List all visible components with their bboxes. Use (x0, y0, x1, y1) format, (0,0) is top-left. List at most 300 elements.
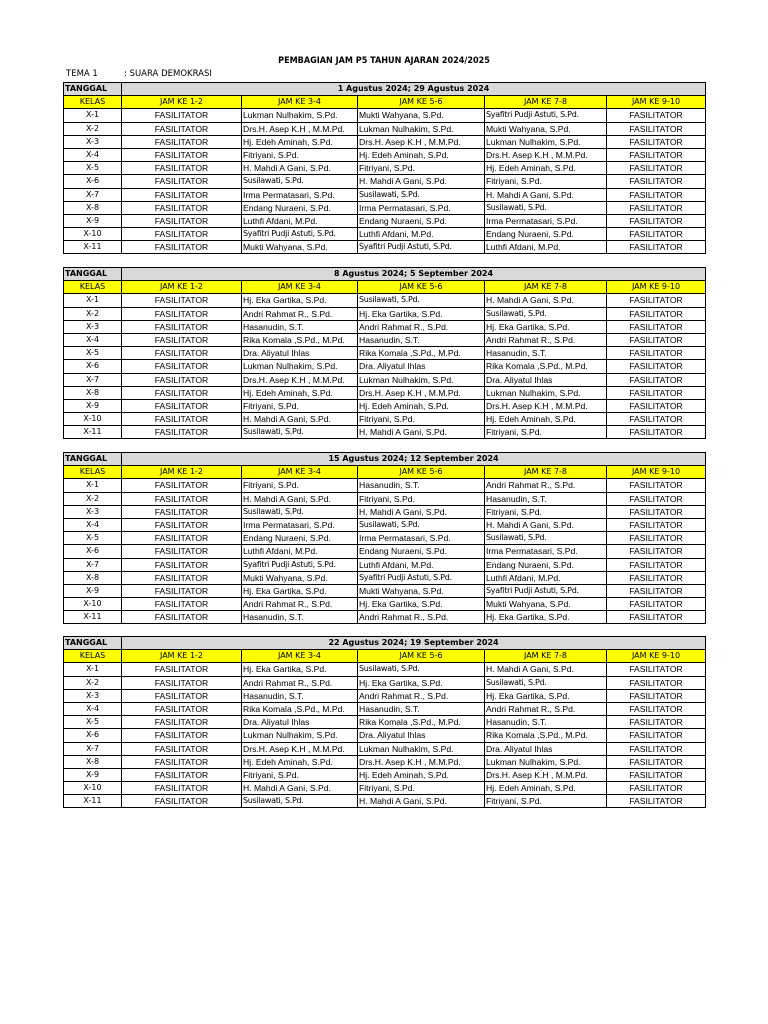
teacher-cell: Andri Rahmat R., S.Pd. (242, 676, 358, 689)
kelas-cell: X-7 (64, 742, 122, 755)
teacher-cell: Irma Permatasari, S.Pd. (358, 532, 485, 545)
teacher-cell: Syafitri Pudji Astuti, S.Pd. (485, 584, 607, 597)
kelas-header: KELAS (64, 650, 122, 663)
teacher-cell: Hasanudin, S.T. (485, 716, 607, 729)
fasilitator-cell: FASILITATOR (122, 347, 242, 360)
teacher-cell: Fitriyani, S.Pd. (242, 768, 358, 781)
teacher-cell: Hasanudin, S.T. (242, 689, 358, 702)
kelas-cell: X-11 (64, 611, 122, 624)
date-header-row (64, 83, 706, 96)
kelas-cell: X-1 (64, 294, 122, 307)
fasilitator-cell: FASILITATOR (607, 742, 706, 755)
kelas-cell: X-11 (64, 426, 122, 439)
fasilitator-cell: FASILITATOR (122, 729, 242, 742)
table-row (64, 479, 706, 492)
teacher-cell: Irma Permatasari, S.Pd. (242, 518, 358, 531)
teacher-cell: Fitriyani, S.Pd. (358, 492, 485, 505)
fasilitator-cell: FASILITATOR (607, 294, 706, 307)
teacher-cell: Hasanudin, S.T. (485, 492, 607, 505)
tanggal-label: TANGGAL (64, 453, 122, 466)
teacher-cell: Susilawati, S.Pd. (242, 175, 358, 188)
teacher-cell: Irma Permatasari, S.Pd. (358, 201, 485, 214)
jam-header: JAM KE 1-2 (122, 466, 242, 479)
fasilitator-cell: FASILITATOR (122, 214, 242, 227)
fasilitator-cell: FASILITATOR (607, 333, 706, 346)
teacher-cell: Hj. Edeh Aminah, S.Pd. (358, 768, 485, 781)
kelas-cell: X-10 (64, 598, 122, 611)
fasilitator-cell: FASILITATOR (607, 307, 706, 320)
jam-header: JAM KE 7-8 (485, 650, 607, 663)
fasilitator-cell: FASILITATOR (122, 505, 242, 518)
kelas-cell: X-5 (64, 162, 122, 175)
fasilitator-cell: FASILITATOR (607, 148, 706, 161)
teacher-cell: Dra. Aliyatul Ihlas (485, 373, 607, 386)
kelas-cell: X-10 (64, 413, 122, 426)
teacher-cell: Lukman Nulhakim, S.Pd. (242, 729, 358, 742)
fasilitator-cell: FASILITATOR (122, 755, 242, 768)
teacher-cell: Drs.H. Asep K.H , M.M.Pd. (358, 755, 485, 768)
column-header-row (64, 281, 706, 294)
fasilitator-cell: FASILITATOR (607, 611, 706, 624)
date-header-row (64, 453, 706, 466)
jam-header: JAM KE 9-10 (607, 96, 706, 109)
kelas-cell: X-7 (64, 373, 122, 386)
fasilitator-cell: FASILITATOR (122, 479, 242, 492)
fasilitator-cell: FASILITATOR (607, 545, 706, 558)
jam-header: JAM KE 3-4 (242, 96, 358, 109)
kelas-cell: X-4 (64, 518, 122, 531)
fasilitator-cell: FASILITATOR (607, 347, 706, 360)
kelas-cell: X-8 (64, 201, 122, 214)
kelas-cell: X-9 (64, 214, 122, 227)
teacher-cell: H. Mahdi A Gani, S.Pd. (358, 175, 485, 188)
teacher-cell: Susilawati, S.Pd. (485, 676, 607, 689)
fasilitator-cell: FASILITATOR (122, 413, 242, 426)
fasilitator-cell: FASILITATOR (122, 689, 242, 702)
kelas-cell: X-1 (64, 479, 122, 492)
table-row (64, 742, 706, 755)
fasilitator-cell: FASILITATOR (122, 241, 242, 254)
teacher-cell: H. Mahdi A Gani, S.Pd. (242, 492, 358, 505)
fasilitator-cell: FASILITATOR (122, 162, 242, 175)
schedule-block-3 (63, 452, 705, 624)
kelas-cell: X-9 (64, 399, 122, 412)
teacher-cell: Susilawati, S.Pd. (485, 307, 607, 320)
fasilitator-cell: FASILITATOR (607, 188, 706, 201)
kelas-cell: X-2 (64, 307, 122, 320)
teacher-cell: Syafitri Pudji Astuti, S.Pd. (242, 228, 358, 241)
teacher-cell: Hj. Edeh Aminah, S.Pd. (242, 755, 358, 768)
date-range: 15 Agustus 2024; 12 September 2024 (122, 453, 706, 466)
kelas-cell: X-6 (64, 360, 122, 373)
date-range: 8 Agustus 2024; 5 September 2024 (122, 268, 706, 281)
table-row (64, 768, 706, 781)
jam-header: JAM KE 5-6 (358, 281, 485, 294)
table-row (64, 532, 706, 545)
teacher-cell: Hasanudin, S.T. (485, 347, 607, 360)
teacher-cell: Fitriyani, S.Pd. (242, 399, 358, 412)
teacher-cell: Hj. Eka Gartika, S.Pd. (358, 598, 485, 611)
teacher-cell: Hj. Eka Gartika, S.Pd. (358, 307, 485, 320)
fasilitator-cell: FASILITATOR (607, 676, 706, 689)
fasilitator-cell: FASILITATOR (122, 492, 242, 505)
table-row (64, 492, 706, 505)
jam-header: JAM KE 1-2 (122, 650, 242, 663)
table-row (64, 545, 706, 558)
teacher-cell: Hasanudin, S.T. (358, 333, 485, 346)
fasilitator-cell: FASILITATOR (607, 505, 706, 518)
fasilitator-cell: FASILITATOR (607, 201, 706, 214)
teacher-cell: Hasanudin, S.T. (358, 479, 485, 492)
fasilitator-cell: FASILITATOR (122, 148, 242, 161)
date-header-row (64, 637, 706, 650)
kelas-cell: X-9 (64, 584, 122, 597)
kelas-cell: X-3 (64, 320, 122, 333)
fasilitator-cell: FASILITATOR (607, 598, 706, 611)
table-row (64, 518, 706, 531)
schedule-table (63, 452, 706, 624)
teacher-cell: Andri Rahmat R., S.Pd. (358, 689, 485, 702)
teacher-cell: Drs.H. Asep K.H , M.M.Pd. (485, 399, 607, 412)
teacher-cell: Hj. Eka Gartika, S.Pd. (485, 611, 607, 624)
teacher-cell: Endang Nuraeni, S.Pd. (358, 545, 485, 558)
teacher-cell: Mukti Wahyana, S.Pd. (242, 241, 358, 254)
teacher-cell: Fitriyani, S.Pd. (485, 505, 607, 518)
teacher-cell: Fitriyani, S.Pd. (358, 413, 485, 426)
fasilitator-cell: FASILITATOR (122, 518, 242, 531)
table-row (64, 716, 706, 729)
teacher-cell: Hj. Edeh Aminah, S.Pd. (485, 162, 607, 175)
tema-label: TEMA 1 (66, 69, 98, 79)
fasilitator-cell: FASILITATOR (122, 598, 242, 611)
jam-header: JAM KE 1-2 (122, 281, 242, 294)
teacher-cell: Hj. Eka Gartika, S.Pd. (485, 320, 607, 333)
fasilitator-cell: FASILITATOR (122, 663, 242, 676)
teacher-cell: Irma Permatasari, S.Pd. (485, 214, 607, 227)
teacher-cell: Mukti Wahyana, S.Pd. (242, 571, 358, 584)
teacher-cell: Luthfi Afdani, M.Pd. (242, 214, 358, 227)
fasilitator-cell: FASILITATOR (607, 386, 706, 399)
teacher-cell: Hj. Edeh Aminah, S.Pd. (485, 782, 607, 795)
fasilitator-cell: FASILITATOR (607, 399, 706, 412)
jam-header: JAM KE 9-10 (607, 281, 706, 294)
tanggal-label: TANGGAL (64, 268, 122, 281)
teacher-cell: H. Mahdi A Gani, S.Pd. (485, 518, 607, 531)
teacher-cell: H. Mahdi A Gani, S.Pd. (358, 426, 485, 439)
jam-header: JAM KE 3-4 (242, 281, 358, 294)
table-row (64, 188, 706, 201)
teacher-cell: Fitriyani, S.Pd. (485, 795, 607, 808)
teacher-cell: Hj. Edeh Aminah, S.Pd. (242, 135, 358, 148)
teacher-cell: Andri Rahmat R., S.Pd. (242, 307, 358, 320)
fasilitator-cell: FASILITATOR (607, 532, 706, 545)
table-row (64, 307, 706, 320)
teacher-cell: Dra. Aliyatul Ihlas (242, 716, 358, 729)
teacher-cell: Drs.H. Asep K.H , M.M.Pd. (242, 122, 358, 135)
kelas-cell: X-1 (64, 663, 122, 676)
fasilitator-cell: FASILITATOR (607, 584, 706, 597)
column-header-row (64, 96, 706, 109)
teacher-cell: Lukman Nulhakim, S.Pd. (358, 373, 485, 386)
teacher-cell: Mukti Wahyana, S.Pd. (358, 109, 485, 122)
teacher-cell: Rika Komala ,S.Pd., M.Pd. (485, 360, 607, 373)
fasilitator-cell: FASILITATOR (122, 768, 242, 781)
teacher-cell: Susilawati, S.Pd. (485, 201, 607, 214)
fasilitator-cell: FASILITATOR (607, 479, 706, 492)
table-row (64, 795, 706, 808)
teacher-cell: Dra. Aliyatul Ihlas (358, 729, 485, 742)
kelas-cell: X-4 (64, 333, 122, 346)
fasilitator-cell: FASILITATOR (122, 122, 242, 135)
teacher-cell: Luthfi Afdani, M.Pd. (242, 545, 358, 558)
column-header-row (64, 466, 706, 479)
teacher-cell: Lukman Nulhakim, S.Pd. (485, 135, 607, 148)
teacher-cell: Dra. Aliyatul Ihlas (242, 347, 358, 360)
fasilitator-cell: FASILITATOR (122, 558, 242, 571)
teacher-cell: Rika Komala ,S.Pd., M.Pd. (485, 729, 607, 742)
teacher-cell: H. Mahdi A Gani, S.Pd. (485, 188, 607, 201)
teacher-cell: Andri Rahmat R., S.Pd. (485, 333, 607, 346)
teacher-cell: Andri Rahmat R., S.Pd. (485, 479, 607, 492)
date-range: 22 Agustus 2024; 19 September 2024 (122, 637, 706, 650)
fasilitator-cell: FASILITATOR (607, 782, 706, 795)
teacher-cell: Susilawati, S.Pd. (358, 518, 485, 531)
fasilitator-cell: FASILITATOR (607, 571, 706, 584)
teacher-cell: Hj. Edeh Aminah, S.Pd. (358, 148, 485, 161)
teacher-cell: Rika Komala ,S.Pd., M.Pd. (242, 702, 358, 715)
teacher-cell: Hj. Eka Gartika, S.Pd. (485, 689, 607, 702)
fasilitator-cell: FASILITATOR (607, 729, 706, 742)
fasilitator-cell: FASILITATOR (607, 755, 706, 768)
table-row (64, 505, 706, 518)
fasilitator-cell: FASILITATOR (607, 241, 706, 254)
schedule-block-4 (63, 636, 705, 808)
kelas-cell: X-4 (64, 148, 122, 161)
table-row (64, 148, 706, 161)
fasilitator-cell: FASILITATOR (122, 228, 242, 241)
kelas-header: KELAS (64, 281, 122, 294)
tanggal-label: TANGGAL (64, 637, 122, 650)
table-row (64, 228, 706, 241)
column-header-row (64, 650, 706, 663)
page-title: PEMBAGIAN JAM P5 TAHUN AJARAN 2024/2025 (278, 56, 490, 66)
table-row (64, 782, 706, 795)
teacher-cell: Susilawati, S.Pd. (358, 663, 485, 676)
teacher-cell: Rika Komala ,S.Pd., M.Pd. (358, 347, 485, 360)
jam-header: JAM KE 7-8 (485, 466, 607, 479)
kelas-cell: X-3 (64, 689, 122, 702)
kelas-cell: X-10 (64, 782, 122, 795)
teacher-cell: Luthfi Afdani, M.Pd. (485, 571, 607, 584)
teacher-cell: Luthfi Afdani, M.Pd. (358, 558, 485, 571)
teacher-cell: H. Mahdi A Gani, S.Pd. (358, 795, 485, 808)
fasilitator-cell: FASILITATOR (122, 307, 242, 320)
fasilitator-cell: FASILITATOR (607, 768, 706, 781)
teacher-cell: Fitriyani, S.Pd. (485, 175, 607, 188)
teacher-cell: Andri Rahmat R., S.Pd. (358, 320, 485, 333)
table-row (64, 399, 706, 412)
table-row (64, 109, 706, 122)
teacher-cell: Irma Permatasari, S.Pd. (485, 545, 607, 558)
teacher-cell: Fitriyani, S.Pd. (242, 479, 358, 492)
kelas-cell: X-8 (64, 571, 122, 584)
teacher-cell: Irma Permatasari, S.Pd. (242, 188, 358, 201)
fasilitator-cell: FASILITATOR (122, 188, 242, 201)
fasilitator-cell: FASILITATOR (607, 716, 706, 729)
teacher-cell: Lukman Nulhakim, S.Pd. (242, 109, 358, 122)
table-row (64, 558, 706, 571)
teacher-cell: Endang Nuraeni, S.Pd. (485, 228, 607, 241)
teacher-cell: Endang Nuraeni, S.Pd. (242, 201, 358, 214)
teacher-cell: Drs.H. Asep K.H , M.M.Pd. (358, 135, 485, 148)
fasilitator-cell: FASILITATOR (122, 742, 242, 755)
teacher-cell: Hj. Edeh Aminah, S.Pd. (358, 399, 485, 412)
teacher-cell: Hasanudin, S.T. (358, 702, 485, 715)
teacher-cell: Luthfi Afdani, M.Pd. (485, 241, 607, 254)
teacher-cell: Syafitri Pudji Astuti, S.Pd. (358, 571, 485, 584)
table-row (64, 373, 706, 386)
teacher-cell: H. Mahdi A Gani, S.Pd. (358, 505, 485, 518)
date-header-row (64, 268, 706, 281)
fasilitator-cell: FASILITATOR (607, 492, 706, 505)
table-row (64, 360, 706, 373)
teacher-cell: Mukti Wahyana, S.Pd. (485, 598, 607, 611)
teacher-cell: Dra. Aliyatul Ihlas (485, 742, 607, 755)
fasilitator-cell: FASILITATOR (122, 135, 242, 148)
table-row (64, 135, 706, 148)
kelas-cell: X-2 (64, 676, 122, 689)
table-row (64, 413, 706, 426)
table-row (64, 426, 706, 439)
schedule-table (63, 267, 706, 439)
table-row (64, 676, 706, 689)
fasilitator-cell: FASILITATOR (607, 663, 706, 676)
teacher-cell: Drs.H. Asep K.H , M.M.Pd. (242, 742, 358, 755)
teacher-cell: Susilawati, S.Pd. (358, 294, 485, 307)
fasilitator-cell: FASILITATOR (122, 373, 242, 386)
teacher-cell: H. Mahdi A Gani, S.Pd. (485, 663, 607, 676)
teacher-cell: Hasanudin, S.T. (242, 320, 358, 333)
teacher-cell: Syafitri Pudji Astuti, S.Pd. (242, 558, 358, 571)
table-row (64, 201, 706, 214)
fasilitator-cell: FASILITATOR (122, 386, 242, 399)
fasilitator-cell: FASILITATOR (607, 426, 706, 439)
teacher-cell: H. Mahdi A Gani, S.Pd. (242, 413, 358, 426)
teacher-cell: Endang Nuraeni, S.Pd. (485, 558, 607, 571)
fasilitator-cell: FASILITATOR (122, 702, 242, 715)
table-row (64, 241, 706, 254)
fasilitator-cell: FASILITATOR (122, 333, 242, 346)
teacher-cell: Lukman Nulhakim, S.Pd. (358, 122, 485, 135)
table-row (64, 347, 706, 360)
kelas-cell: X-10 (64, 228, 122, 241)
fasilitator-cell: FASILITATOR (607, 228, 706, 241)
kelas-cell: X-6 (64, 729, 122, 742)
jam-header: JAM KE 5-6 (358, 466, 485, 479)
jam-header: JAM KE 9-10 (607, 466, 706, 479)
table-row (64, 122, 706, 135)
tema-value: : SUARA DEMOKRASI (124, 69, 212, 79)
teacher-cell: Syafitri Pudji Astuti, S.Pd. (358, 241, 485, 254)
fasilitator-cell: FASILITATOR (122, 795, 242, 808)
fasilitator-cell: FASILITATOR (607, 689, 706, 702)
teacher-cell: Hj. Edeh Aminah, S.Pd. (242, 386, 358, 399)
teacher-cell: Hj. Edeh Aminah, S.Pd. (485, 413, 607, 426)
table-row (64, 611, 706, 624)
kelas-cell: X-7 (64, 558, 122, 571)
teacher-cell: Mukti Wahyana, S.Pd. (358, 584, 485, 597)
teacher-cell: Fitriyani, S.Pd. (358, 162, 485, 175)
teacher-cell: Mukti Wahyana, S.Pd. (485, 122, 607, 135)
table-row (64, 598, 706, 611)
teacher-cell: H. Mahdi A Gani, S.Pd. (485, 294, 607, 307)
teacher-cell: Fitriyani, S.Pd. (242, 148, 358, 161)
fasilitator-cell: FASILITATOR (122, 426, 242, 439)
teacher-cell: Endang Nuraeni, S.Pd. (358, 214, 485, 227)
teacher-cell: Luthfi Afdani, M.Pd. (358, 228, 485, 241)
fasilitator-cell: FASILITATOR (122, 175, 242, 188)
fasilitator-cell: FASILITATOR (607, 162, 706, 175)
table-row (64, 294, 706, 307)
date-range: 1 Agustus 2024; 29 Agustus 2024 (122, 83, 706, 96)
teacher-cell: Dra. Aliyatul Ihlas (358, 360, 485, 373)
fasilitator-cell: FASILITATOR (122, 360, 242, 373)
fasilitator-cell: FASILITATOR (607, 795, 706, 808)
teacher-cell: H. Mahdi A Gani, S.Pd. (242, 782, 358, 795)
jam-header: JAM KE 7-8 (485, 96, 607, 109)
teacher-cell: Drs.H. Asep K.H , M.M.Pd. (242, 373, 358, 386)
kelas-cell: X-8 (64, 386, 122, 399)
fasilitator-cell: FASILITATOR (122, 109, 242, 122)
kelas-cell: X-6 (64, 175, 122, 188)
kelas-cell: X-11 (64, 795, 122, 808)
table-row (64, 755, 706, 768)
fasilitator-cell: FASILITATOR (122, 571, 242, 584)
teacher-cell: Andri Rahmat R., S.Pd. (358, 611, 485, 624)
fasilitator-cell: FASILITATOR (607, 558, 706, 571)
kelas-cell: X-3 (64, 505, 122, 518)
tema-line (66, 69, 212, 79)
teacher-cell: Lukman Nulhakim, S.Pd. (485, 386, 607, 399)
teacher-cell: Fitriyani, S.Pd. (485, 426, 607, 439)
fasilitator-cell: FASILITATOR (122, 782, 242, 795)
fasilitator-cell: FASILITATOR (607, 320, 706, 333)
fasilitator-cell: FASILITATOR (122, 201, 242, 214)
kelas-cell: X-9 (64, 768, 122, 781)
teacher-cell: Susilawati, S.Pd. (485, 532, 607, 545)
teacher-cell: Hasanudin, S.T. (242, 611, 358, 624)
kelas-cell: X-5 (64, 716, 122, 729)
teacher-cell: Drs.H. Asep K.H , M.M.Pd. (485, 768, 607, 781)
kelas-cell: X-7 (64, 188, 122, 201)
schedule-table (63, 636, 706, 808)
kelas-header: KELAS (64, 96, 122, 109)
teacher-cell: Hj. Eka Gartika, S.Pd. (358, 676, 485, 689)
fasilitator-cell: FASILITATOR (607, 122, 706, 135)
table-row (64, 584, 706, 597)
teacher-cell: Fitriyani, S.Pd. (358, 782, 485, 795)
fasilitator-cell: FASILITATOR (607, 135, 706, 148)
table-row (64, 162, 706, 175)
fasilitator-cell: FASILITATOR (122, 399, 242, 412)
table-row (64, 175, 706, 188)
schedule-table (63, 82, 706, 254)
table-row (64, 729, 706, 742)
teacher-cell: Susilawati, S.Pd. (242, 795, 358, 808)
table-row (64, 333, 706, 346)
jam-header: JAM KE 9-10 (607, 650, 706, 663)
jam-header: JAM KE 5-6 (358, 650, 485, 663)
